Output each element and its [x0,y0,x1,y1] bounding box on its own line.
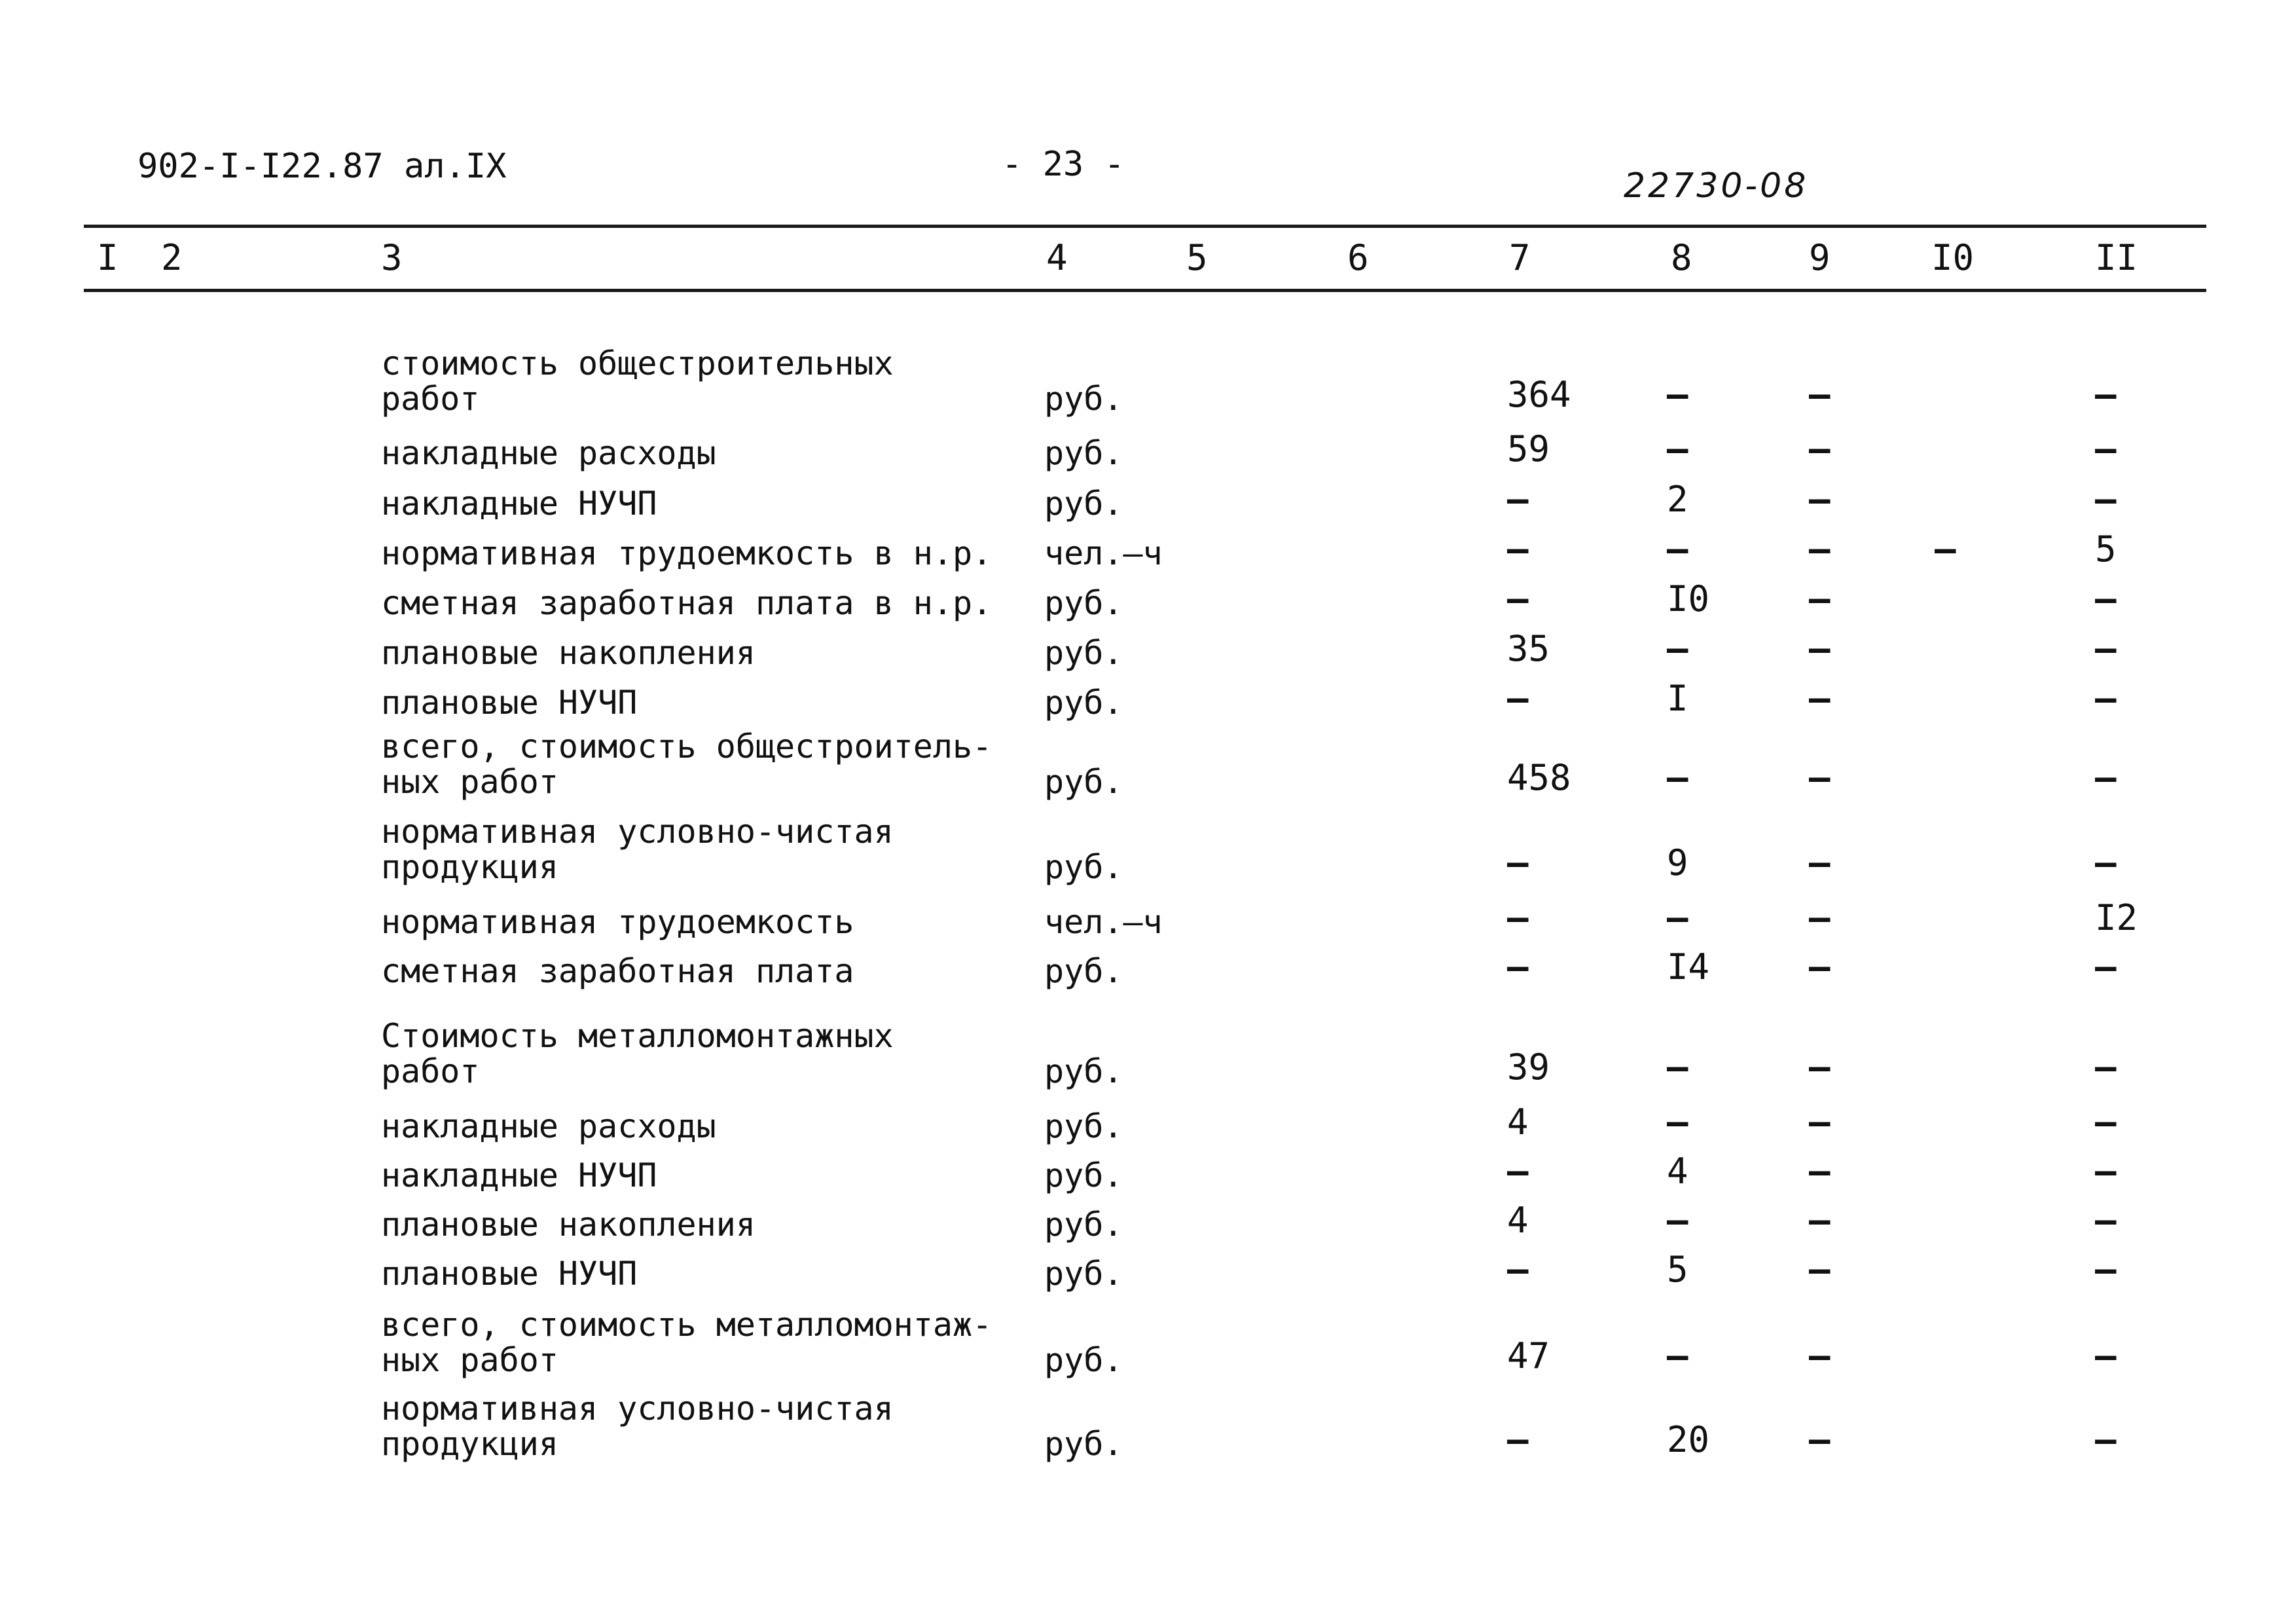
row-label: нормативная трудоемкость в н.р. [381,534,993,572]
row-value-col9: – [1809,1046,1831,1088]
row-value-col11: – [2095,1200,2117,1241]
row-value-col11: – [2095,757,2117,798]
row-label: накладные НУЧП [381,485,657,523]
row-value-col11: 5 [2095,528,2117,570]
column-number-8: 8 [1671,237,1692,278]
row-value-col8: – [1667,757,1688,798]
column-number-1: I [97,237,118,278]
row-value-col11: I2 [2095,897,2138,938]
row-value-col8: – [1667,1335,1688,1376]
row-value-col9: – [1809,1419,1831,1460]
row-value-col10: – [1935,528,1956,570]
row-unit: руб. [1044,1206,1123,1244]
row-value-col11: – [2095,578,2117,619]
row-value-col9: – [1809,578,1831,619]
row-label: накладные НУЧП [381,1156,657,1194]
column-number-6: 6 [1347,237,1369,278]
row-value-col9: – [1809,374,1831,415]
row-value-col8: – [1667,374,1688,415]
row-value-col7: 4 [1507,1101,1529,1143]
row-value-col11: – [2095,1419,2117,1460]
row-label: накладные расходы [381,434,716,472]
row-value-col7: 4 [1507,1200,1529,1241]
row-unit: руб. [1044,634,1123,672]
row-value-col7: – [1507,1419,1529,1460]
row-value-col8: 2 [1667,479,1688,520]
row-value-col11: – [2095,842,2117,883]
row-value-col7: 47 [1507,1335,1550,1376]
page-number: - 23 - [1002,145,1125,184]
row-label: нормативная условно-чистая продукция [381,1390,894,1463]
archive-number: 22730-08 [1624,166,1809,206]
row-value-col9: – [1809,479,1831,520]
row-value-col8: I [1667,678,1688,719]
row-value-col7: – [1507,842,1529,883]
row-unit: руб. [1044,1341,1123,1379]
row-unit: руб. [1044,380,1123,418]
document-code: 902-I-I22.87 ал.IX [137,147,507,186]
row-unit: руб. [1044,1052,1123,1090]
row-value-col9: – [1809,842,1831,883]
row-unit: руб. [1044,485,1123,523]
row-value-col7: 39 [1507,1046,1550,1088]
row-value-col11: – [2095,1046,2117,1088]
row-unit: руб. [1044,952,1123,990]
row-unit: руб. [1044,584,1123,622]
row-unit: руб. [1044,1425,1123,1463]
row-value-col9: – [1809,1101,1831,1143]
row-value-col7: – [1507,946,1529,987]
row-value-col11: – [2095,1335,2117,1376]
column-number-3: 3 [381,237,403,278]
row-value-col9: – [1809,1200,1831,1241]
row-value-col8: I4 [1667,946,1710,987]
row-value-col7: 35 [1507,628,1550,669]
row-value-col9: – [1809,628,1831,669]
row-label: Стоимость металломонтажных работ [381,1017,894,1090]
row-value-col8: – [1667,897,1688,938]
column-number-2: 2 [161,237,183,278]
row-value-col8: – [1667,1101,1688,1143]
row-value-col8: 5 [1667,1249,1688,1290]
row-value-col9: – [1809,1249,1831,1290]
row-value-col7: – [1507,1249,1529,1290]
row-value-col7: 458 [1507,757,1571,798]
row-unit: чел.–ч [1044,903,1163,941]
row-value-col11: – [2095,1151,2117,1192]
row-unit: руб. [1044,684,1123,722]
row-value-col11: – [2095,946,2117,987]
row-value-col7: 59 [1507,428,1550,470]
row-value-col9: – [1809,946,1831,987]
row-value-col8: – [1667,1046,1688,1088]
row-unit: руб. [1044,763,1123,801]
row-label: сметная заработная плата в н.р. [381,584,993,622]
row-value-col9: – [1809,1151,1831,1192]
row-value-col11: – [2095,1249,2117,1290]
row-unit: руб. [1044,1107,1123,1145]
column-number-5: 5 [1186,237,1208,278]
column-number-7: 7 [1509,237,1531,278]
row-value-col9: – [1809,1335,1831,1376]
row-label: всего, стоимость металломонтаж- ных работ [381,1306,993,1379]
row-label: стоимость общестроительных работ [381,344,894,418]
row-value-col7: – [1507,528,1529,570]
row-value-col8: – [1667,628,1688,669]
row-value-col11: – [2095,374,2117,415]
row-value-col11: – [2095,1101,2117,1143]
row-value-col8: – [1667,1200,1688,1241]
row-value-col9: – [1809,897,1831,938]
row-value-col11: – [2095,479,2117,520]
row-value-col8: 9 [1667,842,1688,883]
row-unit: чел.–ч [1044,534,1163,572]
row-value-col8: – [1667,528,1688,570]
row-value-col8: 4 [1667,1151,1688,1192]
row-label: нормативная трудоемкость [381,903,854,941]
column-number-9: 9 [1809,237,1831,278]
row-value-col11: – [2095,628,2117,669]
row-value-col7: – [1507,578,1529,619]
row-label: сметная заработная плата [381,952,854,990]
row-value-col7: – [1507,678,1529,719]
row-unit: руб. [1044,434,1123,472]
row-label: нормативная условно-чистая продукция [381,813,894,886]
row-value-col7: 364 [1507,374,1571,415]
row-label: плановые накопления [381,634,756,672]
column-number-4: 4 [1046,237,1068,278]
row-label: всего, стоимость общестроитель- ных работ [381,728,993,801]
row-unit: руб. [1044,1255,1123,1293]
row-value-col9: – [1809,428,1831,470]
row-value-col8: – [1667,428,1688,470]
row-value-col9: – [1809,528,1831,570]
row-value-col7: – [1507,1151,1529,1192]
row-label: накладные расходы [381,1107,716,1145]
row-label: плановые НУЧП [381,684,638,722]
row-value-col9: – [1809,678,1831,719]
row-label: плановые НУЧП [381,1255,638,1293]
row-value-col8: 20 [1667,1419,1710,1460]
row-unit: руб. [1044,1156,1123,1194]
row-value-col11: – [2095,678,2117,719]
row-value-col9: – [1809,757,1831,798]
row-value-col7: – [1507,479,1529,520]
row-value-col11: – [2095,428,2117,470]
column-number-11: II [2095,237,2138,278]
row-label: плановые накопления [381,1206,756,1244]
row-unit: руб. [1044,848,1123,886]
column-number-10: I0 [1931,237,1975,278]
row-value-col7: – [1507,897,1529,938]
row-value-col8: I0 [1667,578,1710,619]
